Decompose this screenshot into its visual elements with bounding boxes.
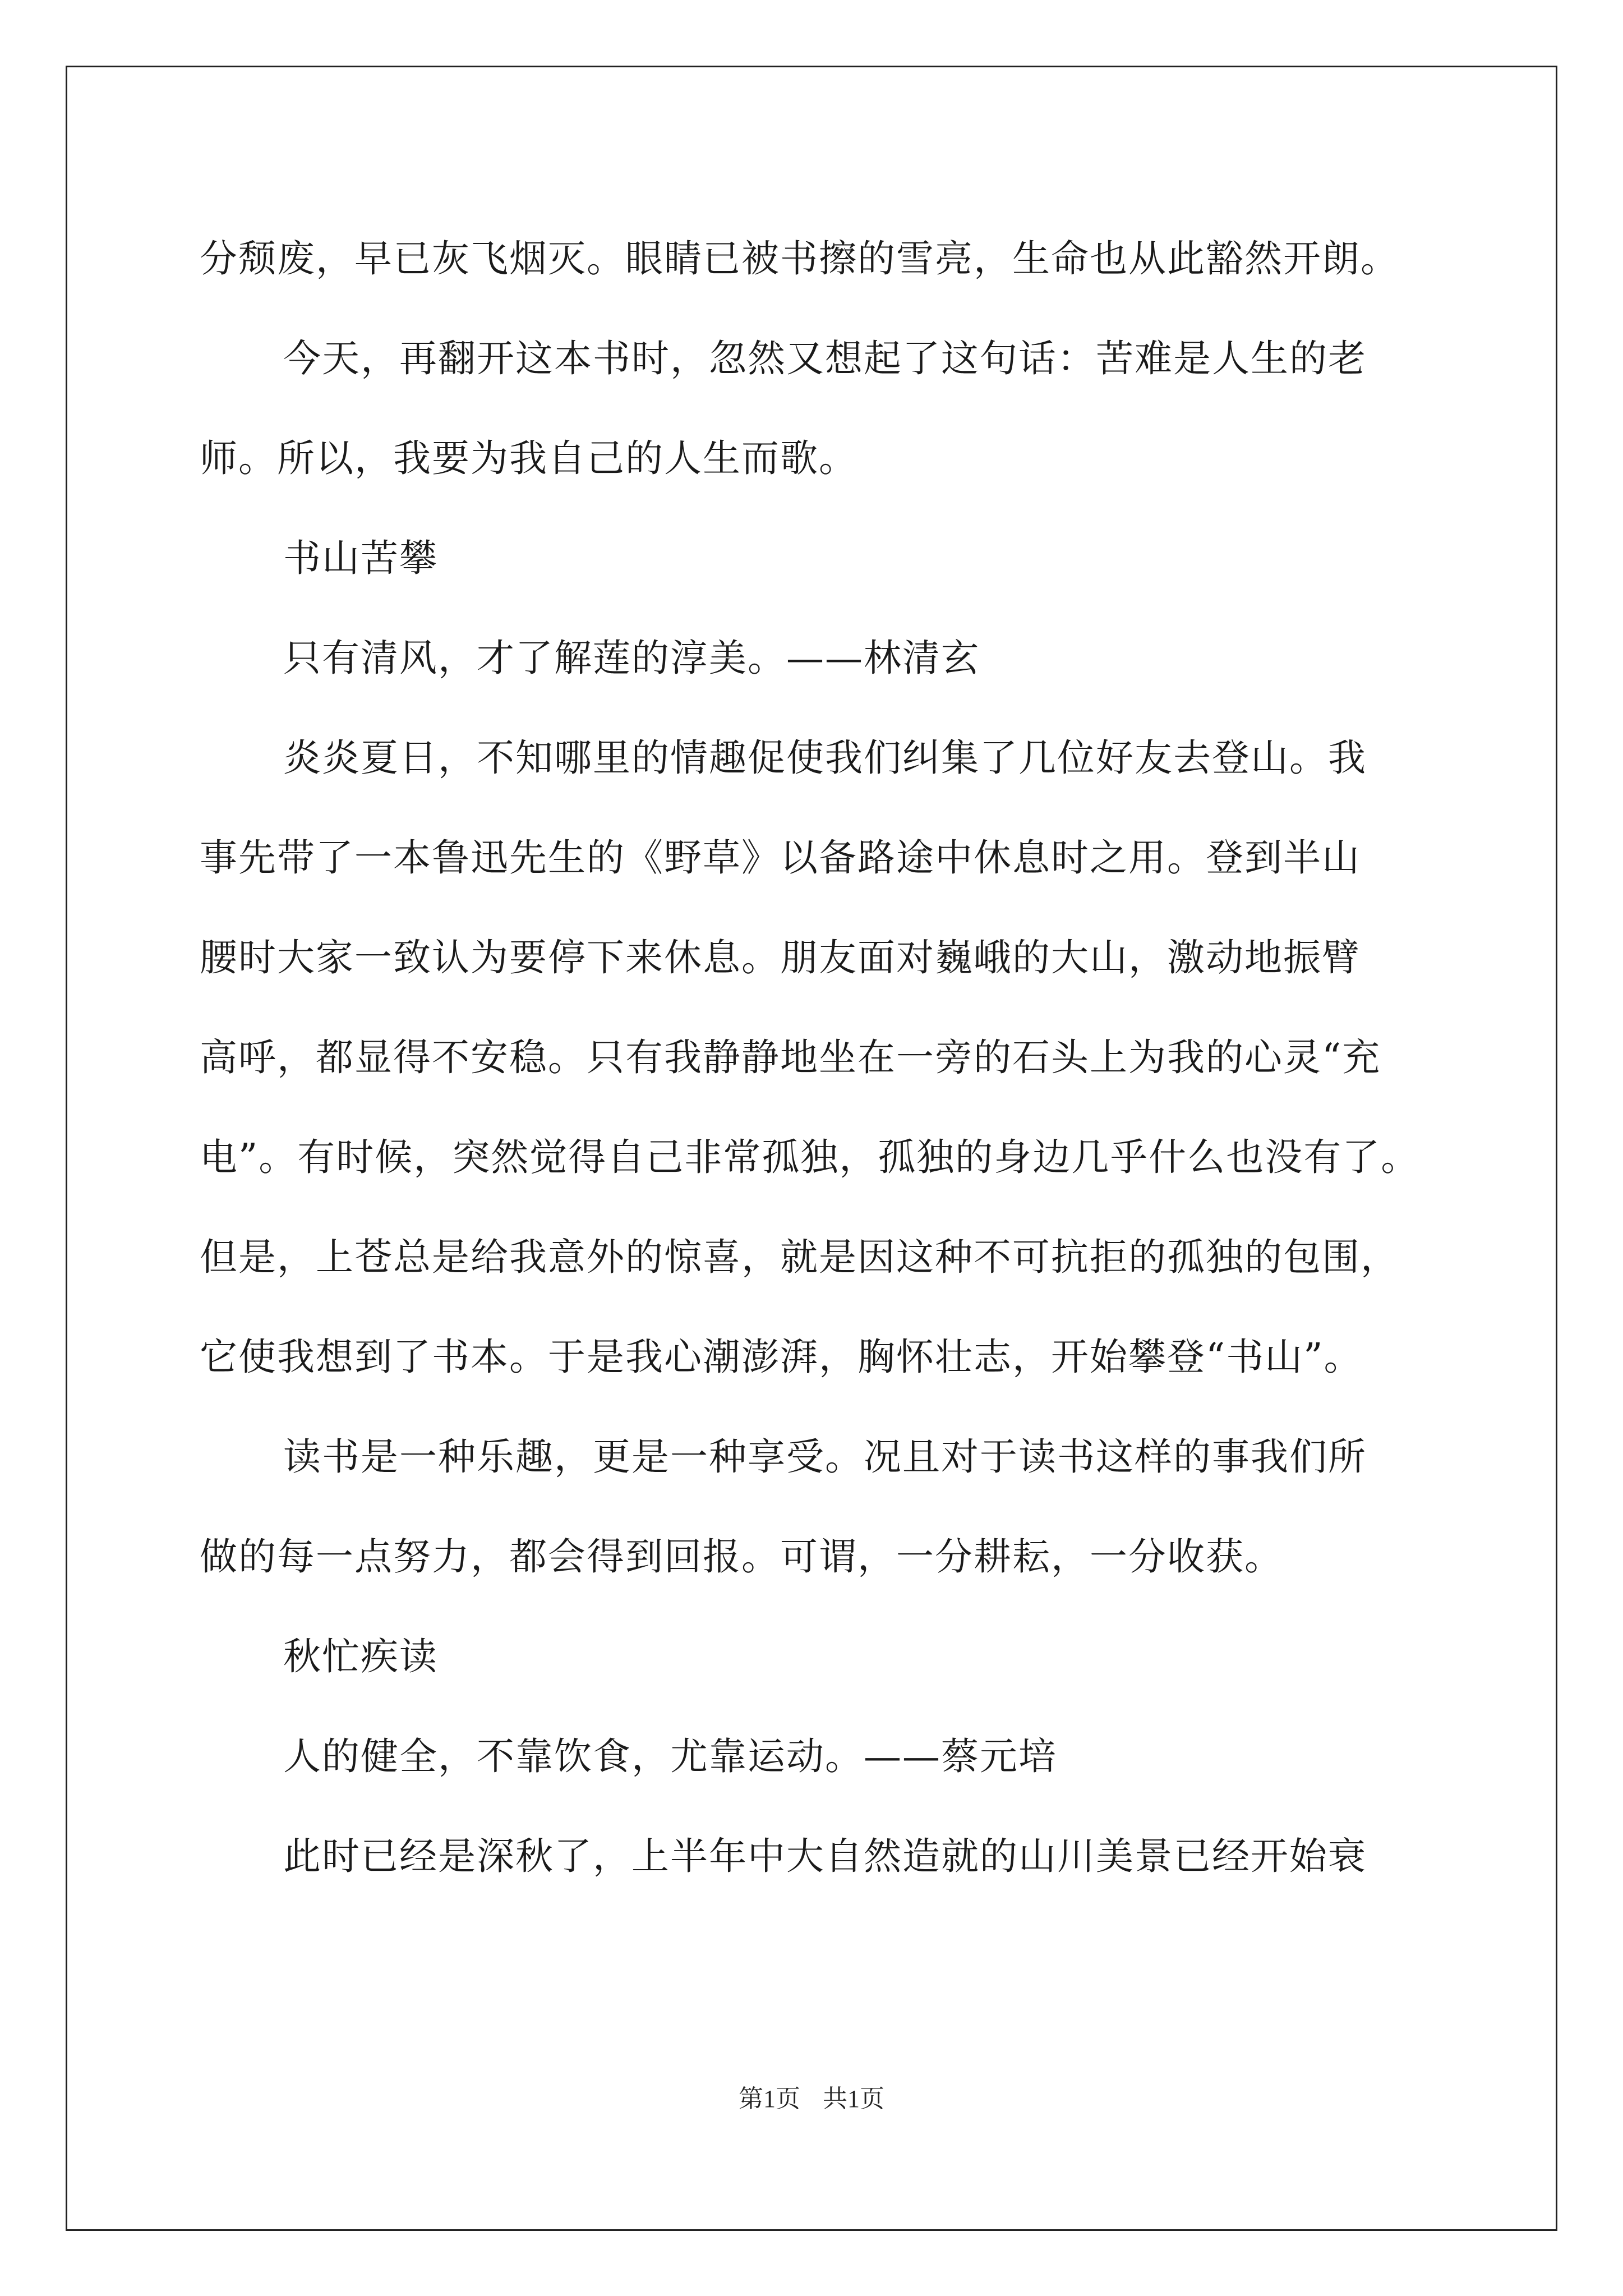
paragraph-line: 分颓废，早已灰飞烟灭。眼睛已被书擦的雪亮，生命也从此豁然开朗。: [200, 237, 1399, 280]
page-number: 第1页: [739, 2085, 800, 2113]
section-heading: 书山苦攀: [283, 536, 438, 580]
page-footer: [0, 2078, 1623, 2114]
paragraph-line: 做的每一点努力，都会得到回报。可谓，一分耕耘，一分收获。: [200, 1535, 1283, 1579]
paragraph-line: 事先带了一本鲁迅先生的《野草》以备路途中休息时之用。登到半山: [200, 836, 1361, 880]
paragraph-line: 电”。有时候，突然觉得自己非常孤独，孤独的身边几乎什么也没有了。: [200, 1135, 1420, 1179]
quote-line: 只有清风，才了解莲的淳美。——林清玄: [283, 636, 980, 680]
paragraph-line: 它使我想到了书本。于是我心潮澎湃，胸怀壮志，开始攀登“书山”。: [200, 1335, 1363, 1379]
quote-line: 人的健全，不靠饮食，尤靠运动。——蔡元培: [283, 1734, 1057, 1778]
paragraph-line: 读书是一种乐趣，更是一种享受。况且对于读书这样的事我们所: [283, 1435, 1367, 1479]
paragraph-line: 但是，上苍总是给我意外的惊喜，就是因这种不可抗拒的孤独的包围，: [200, 1235, 1399, 1279]
paragraph-line: 此时已经是深秋了，上半年中大自然造就的山川美景已经开始衰: [283, 1834, 1367, 1878]
page-total: 共1页: [823, 2085, 884, 2113]
paragraph-line: 高呼，都显得不安稳。只有我静静地坐在一旁的石头上为我的心灵“充: [200, 1036, 1381, 1079]
section-heading: 秋忙疾读: [283, 1635, 438, 1678]
paragraph-line: 师。所以，我要为我自己的人生而歌。: [200, 436, 857, 480]
document-body: [200, 209, 1433, 1906]
paragraph-line: 腰时大家一致认为要停下来休息。朋友面对巍峨的大山，激动地振臂: [200, 936, 1361, 979]
paragraph-line: 炎炎夏日，不知哪里的情趣促使我们纠集了几位好友去登山。我: [283, 736, 1367, 780]
paragraph-line: 今天，再翻开这本书时，忽然又想起了这句话：苦难是人生的老: [283, 337, 1367, 380]
